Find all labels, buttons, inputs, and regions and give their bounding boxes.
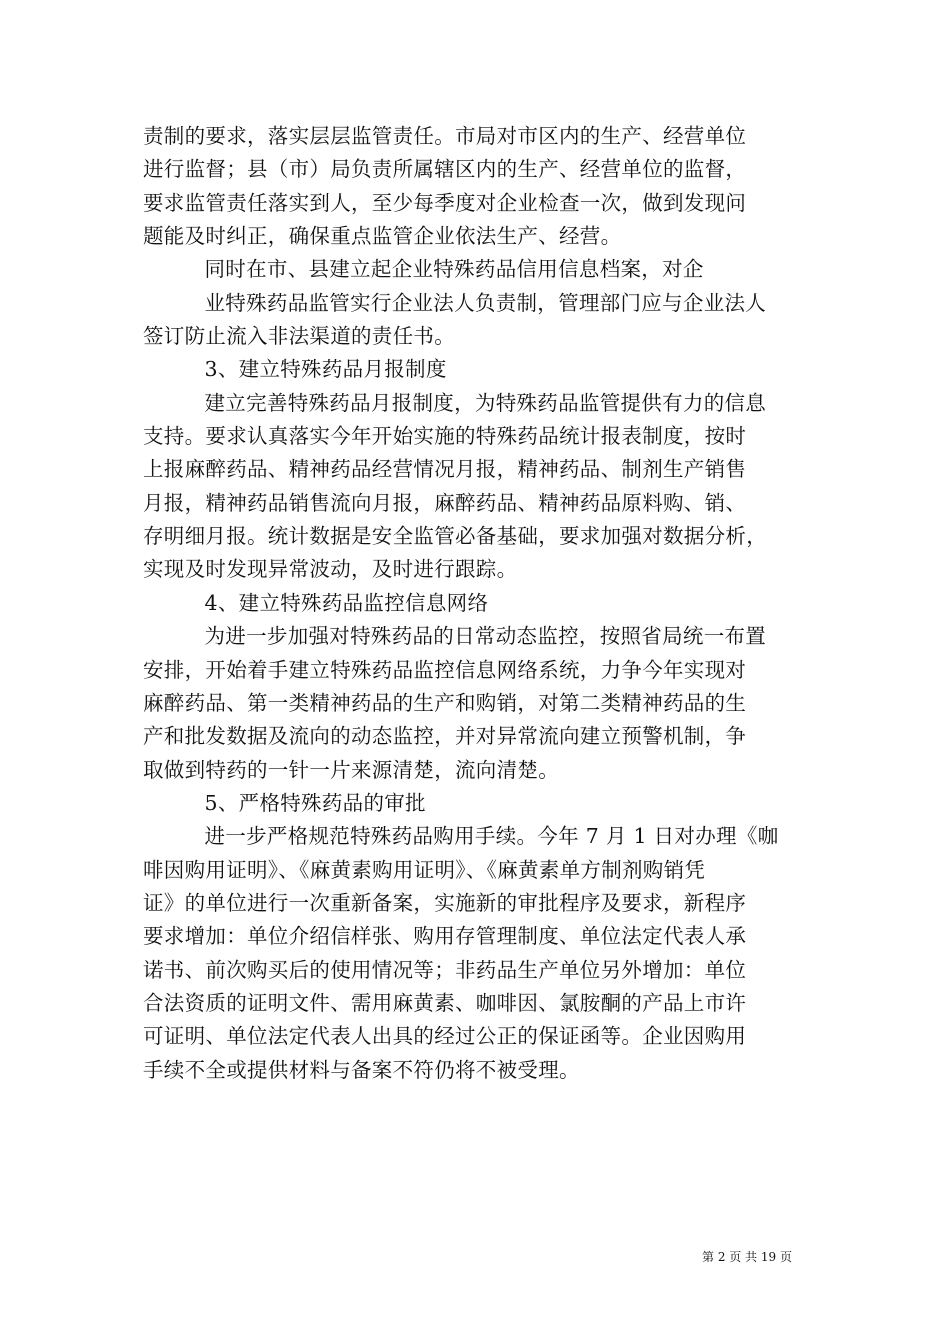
text-line: 建立完善特殊药品月报制度，为特殊药品监管提供有力的信息 (204, 390, 767, 415)
text-line: 证》的单位进行一次重新备案，实施新的审批程序及要求，新程序 (143, 890, 747, 915)
text-line: 啡因购用证明》、《麻黄素购用证明》、《麻黄素单方制剂购销凭 (143, 857, 706, 882)
text-line: 4、建立特殊药品监控信息网络 (204, 590, 489, 615)
text-line: 进行监督；县（市）局负责所属辖区内的生产、经营单位的监督， (143, 157, 747, 182)
text-line: 支持。要求认真落实今年开始实施的特殊药品统计报表制度，按时 (143, 424, 747, 449)
text-line: 题能及时纠正，确保重点监管企业依法生产、经营。 (143, 224, 622, 249)
text-line: 同时在市、县建立起企业特殊药品信用信息档案，对企 (204, 257, 704, 282)
text-line: 5、严格特殊药品的审批 (204, 790, 426, 815)
text-line: 实现及时发现异常波动，及时进行跟踪。 (143, 557, 518, 582)
text-line: 麻醉药品、第一类精神药品的生产和购销，对第二类精神药品的生 (143, 690, 747, 715)
text-line: 月报，精神药品销售流向月报，麻醉药品、精神药品原料购、销、 (143, 490, 747, 515)
text-line: 要求增加：单位介绍信样张、购用存管理制度、单位法定代表人承 (143, 924, 747, 949)
text-line: 责制的要求，落实层层监管责任。市局对市区内的生产、经营单位 (143, 124, 747, 148)
text-line: 取做到特药的一针一片来源清楚，流向清楚。 (143, 757, 559, 782)
text-line: 签订防止流入非法渠道的责任书。 (143, 324, 455, 349)
text-line: 3、建立特殊药品月报制度 (204, 357, 447, 382)
page-footer: 第 2 页 共 19 页 (702, 1250, 792, 1264)
text-line: 业特殊药品监管实行企业法人负责制，管理部门应与企业法人 (204, 290, 767, 315)
text-line: 安排，开始着手建立特殊药品监控信息网络系统，力争今年实现对 (143, 657, 747, 682)
text-line: 为进一步加强对特殊药品的日常动态监控，按照省局统一布置 (204, 624, 767, 649)
text-line: 进一步严格规范特殊药品购用手续。今年 7 月 1 日对办理《咖 (204, 824, 779, 849)
text-line: 上报麻醉药品、精神药品经营情况月报，精神药品、制剂生产销售 (143, 457, 747, 482)
text-line: 存明细月报。统计数据是安全监管必备基础，要求加强对数据分析， (143, 524, 767, 549)
text-line: 手续不全或提供材料与备案不符仍将不被受理。 (143, 1057, 580, 1082)
document-body (143, 120, 811, 1087)
text-line: 合法资质的证明文件、需用麻黄素、咖啡因、氯胺酮的产品上市许 (143, 990, 747, 1015)
text-line: 可证明、单位法定代表人出具的经过公正的保证函等。企业因购用 (143, 1024, 747, 1049)
text-line: 产和批发数据及流向的动态监控，并对异常流向建立预警机制，争 (143, 724, 747, 749)
text-line: 要求监管责任落实到人，至少每季度对企业检查一次，做到发现问 (143, 190, 747, 215)
text-line: 诺书、前次购买后的使用情况等；非药品生产单位另外增加：单位 (143, 957, 747, 982)
